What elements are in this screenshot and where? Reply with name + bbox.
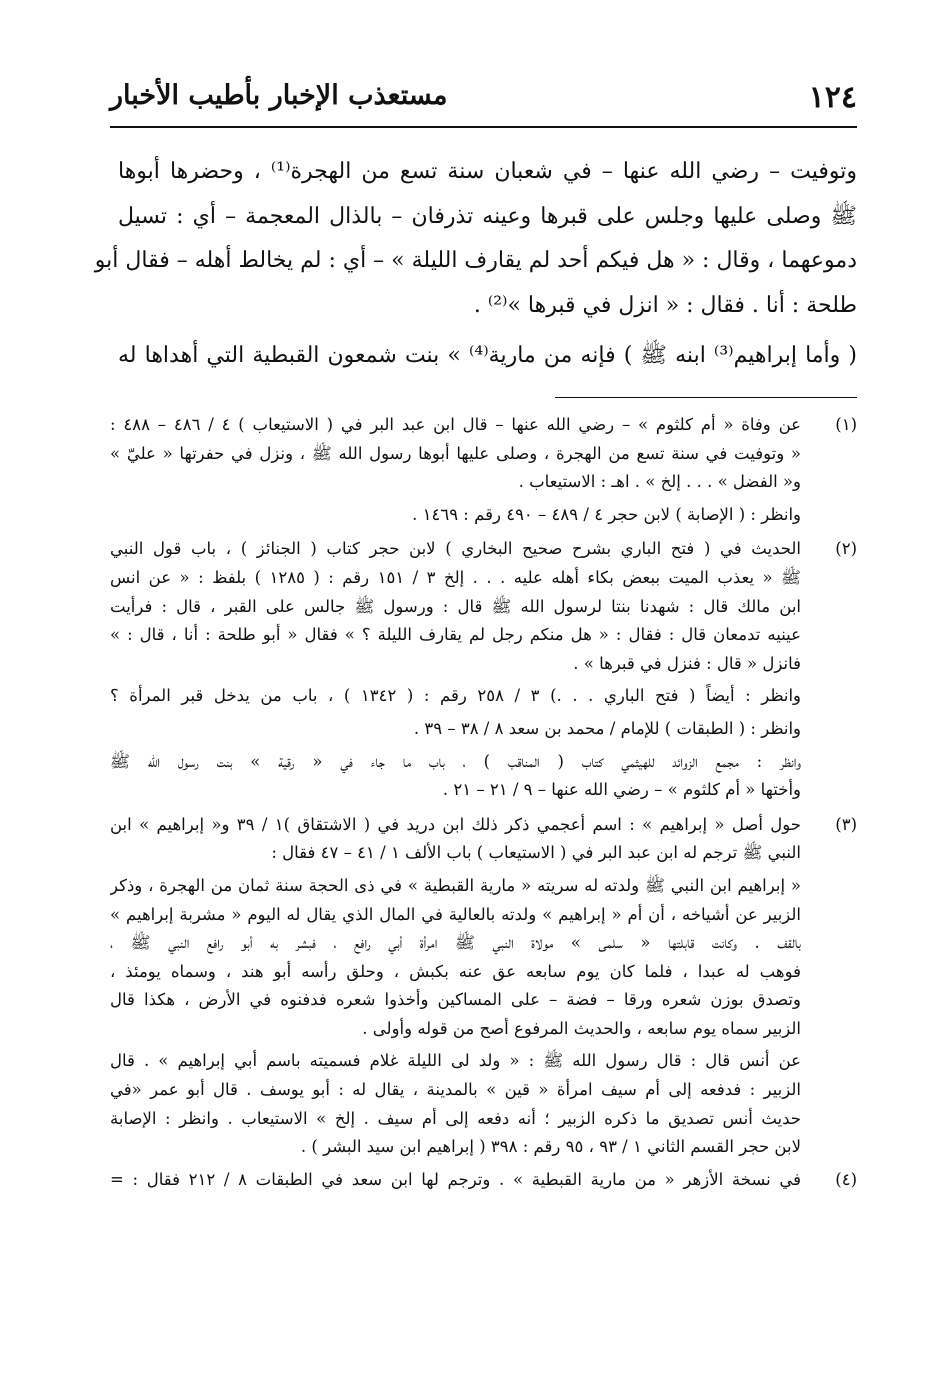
page-header [110, 80, 857, 120]
footnote-line: لابن حجر القسم الثاني ١ / ٩٣ ، ٩٥ رقم : ٣٩٨ ( إبراهيم ابن سيد البشر ) . [300, 1137, 801, 1157]
footnote-line: بالقف . وكانت قابلتها « سلمى » مولاة النبي ﷺ امرأة أبي رافع ، فبشر به أبو رافع النبي ﷺ ، [110, 933, 801, 953]
main-text [94, 150, 857, 379]
footnote-number: (٢) [835, 539, 857, 559]
header-rule [110, 126, 857, 128]
footnote-1 [110, 411, 857, 529]
footnote-line: في نسخة الأزهر « من مارية القبطية » . وترجم لها ابن سعد في الطبقات ٨ / ٢١٢ فقال : = [110, 1169, 801, 1189]
footnote-line: حديث أنس تصديق ما ذكره الزبير ؛ أنه دفعه إلى أم سيف . إلخ » الاستيعاب . وانظر : الإصابة [110, 1108, 801, 1128]
footnote-line: فوهب له عبدا ، فلما كان يوم سابعه عق عنه بكبش ، وحلق رأسه أبو هند ، وسماه يومئذ ، [110, 961, 801, 981]
main-line: وتوفيت – رضي الله عنها – في شعبان سنة تسع من الهجرة⁽¹⁾ ، وحضرها أبوها [118, 159, 857, 184]
footnote-line: « إبراهيم ابن النبي ﷺ ولدته له سريته « مارية القبطية » في ذى الحجة سنة ثمان من الهجرة ، وذكر [110, 875, 801, 895]
footnote-line: النبي ﷺ ترجم له ابن عبد البر في ( الاستيعاب ) باب الألف ١ / ٤١ – ٤٧ فقال : [271, 843, 801, 863]
footnote-line: وأختها « أم كلثوم » – رضي الله عنها – ٩ / ٢١ – ٢١ . [442, 780, 801, 800]
footnote-line: فانزل « قال : فنزل في قبرها » . [573, 653, 801, 673]
running-title: مستعذب الإخبار بأطيب الأخبار [110, 80, 448, 111]
footnote-2 [110, 535, 857, 804]
footnote-number: (٣) [835, 814, 857, 834]
footnote-line: و« الفضل » . . . إلخ » . اهـ : الاستيعاب . [518, 472, 801, 492]
footnote-line: وتصدق بوزن شعره ورقا – فضة – على المساكين وأخذوا شعره فدفنوه في الأرض ، هكذا قال [110, 990, 801, 1010]
footnote-line: وانظر : ( الإصابة ) لابن حجر ٤ / ٤٨٩ – ٤٩٠ رقم : ١٤٦٩ . [412, 504, 801, 524]
footnote-3 [110, 811, 857, 1162]
footnote-line: عينيه تدمعان قال : فقال : « هل منكم رجل لم يقارف الليلة ؟ » فقال « أبو طلحة : أنا ، قال : » [110, 625, 801, 645]
footnote-line: حول أصل « إبراهيم » : اسم أعجمي ذكر ذلك ابن دريد في ( الاشتقاق )١ / ٣٩ و« إبراهيم » ابن [110, 814, 801, 834]
footnote-line: الحديث في ( فتح الباري بشرح صحيح البخاري ) لابن حجر كتاب ( الجنائز ) ، باب قول النبي [110, 539, 801, 559]
ibrahim-line: ( وأما إبراهيم⁽³⁾ ابنه ﷺ ) فإنه من مارية⁽⁴⁾ » بنت شمعون القبطية التي أهداها له [118, 343, 857, 368]
footnote-line: الزبير عن أشياخه ، أن أم « إبراهيم » ولدته بالعالية في المال الذي يقال له اليوم « مشربة إبراهيم » [110, 904, 801, 924]
footnote-line: ابن مالك قال : شهدنا بنتا لرسول الله ﷺ قال : ورسول ﷺ جالس على القبر ، قال : فرأيت [110, 596, 801, 616]
footnote-separator [555, 397, 857, 398]
footnote-line: ﷺ « يعذب الميت ببعض بكاء أهله عليه . . . إلخ ٣ / ١٥١ رقم : ( ١٢٨٥ ) بلفظ : « عن انس [110, 567, 801, 587]
page-number: ١٢٤ [808, 80, 857, 115]
footnote-line: وانظر : مجمع الزوائد للهيثمي كتاب ( المناقب ) ، باب ما جاء في « رقية » بنت رسول الله ﷺ [110, 751, 801, 771]
footnotes [110, 411, 857, 1194]
footnote-line: الزبير سماه يوم سابعه ، والحديث المرفوع أصح من قوله وأولى . [362, 1018, 801, 1038]
main-line: ﷺ وصلى عليها وجلس على قبرها وعينه تذرفان – بالذال المعجمة – أي : تسيل [118, 203, 857, 229]
footnote-line: الزبير : فدفعه إلى أم سيف امرأة « قين » بالمدينة ، يقال له : أبو يوسف . قال أبو عمر «في [110, 1080, 801, 1100]
footnote-number: (١) [835, 415, 857, 434]
footnote-line: عن أنس قال : قال رسول الله ﷺ : « ولد لى الليلة غلام فسميته باسم أبي إبراهيم » . قال [110, 1051, 801, 1071]
footnote-line: عن وفاة « أم كلثوم » – رضي الله عنها – قال ابن عبد البر في ( الاستيعاب ) ٤ / ٤٨٦ – ٤٨٨ : [110, 415, 801, 434]
footnote-line: وانظر : أيضاً ( فتح الباري . . .) ٣ / ٢٥٨ رقم : ( ١٣٤٢ ) ، باب من يدخل قبر المرأة ؟ [110, 686, 801, 706]
main-line: طلحة : أنا . فقال : « انزل في قبرها »⁽²⁾ . [473, 292, 857, 318]
footnote-line: « وتوفيت في سنة تسع من الهجرة ، وصلى عليها أبوها رسول الله ﷺ ، ونزل في حفرتها « عليّ » [110, 443, 801, 463]
footnote-4 [110, 1166, 857, 1195]
footnote-number: (٤) [835, 1169, 857, 1189]
footnote-line: وانظر : ( الطبقات ) للإمام / محمد بن سعد ٨ / ٣٨ – ٣٩ . [413, 718, 801, 738]
main-line: دموعهما ، وقال : « هل فيكم أحد لم يقارف الليلة » – أي : لم يخالط أهله – فقال أبو [94, 248, 857, 273]
